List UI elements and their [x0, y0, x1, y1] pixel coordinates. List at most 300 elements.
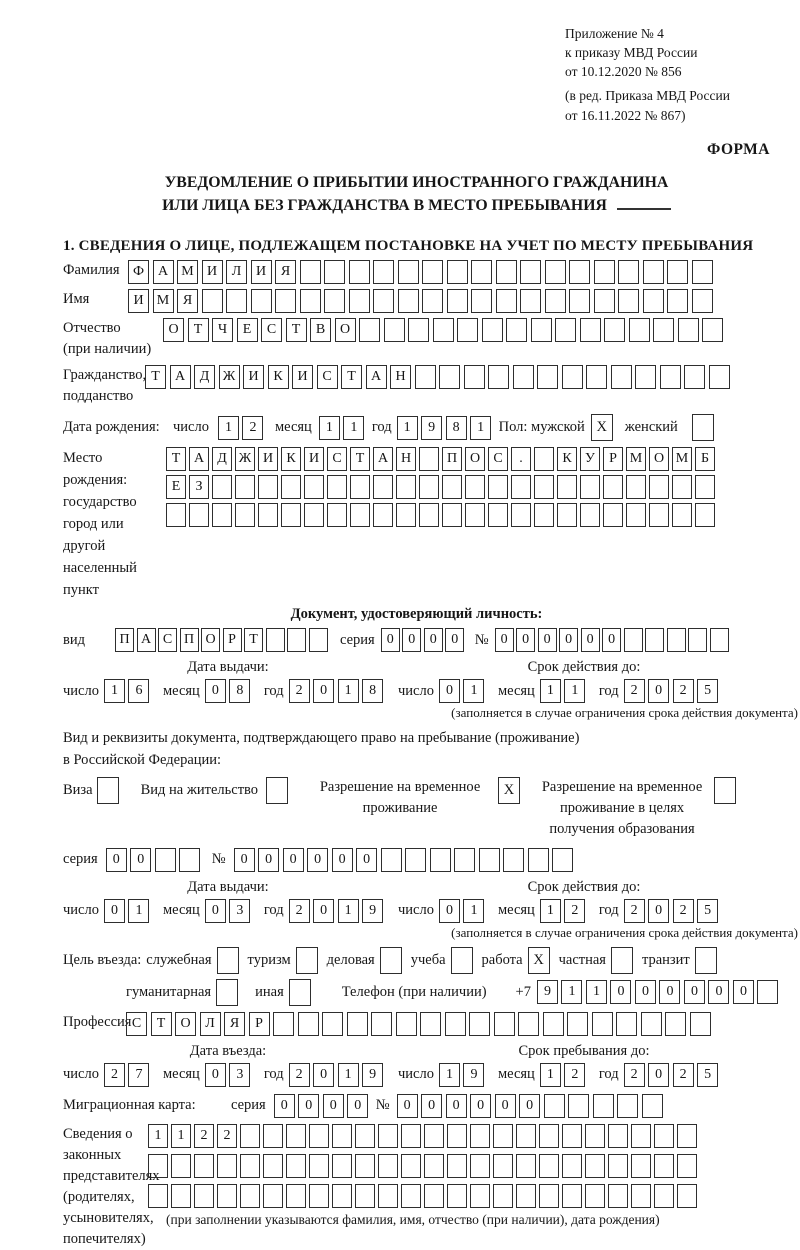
char-cell[interactable] [398, 260, 419, 284]
char-cell[interactable] [580, 475, 600, 499]
char-cell[interactable] [562, 1184, 582, 1208]
char-cell[interactable]: 0 [205, 1063, 226, 1087]
char-cell[interactable]: Д [194, 365, 215, 389]
char-cell[interactable] [469, 1012, 490, 1036]
char-cell[interactable]: Р [223, 628, 242, 652]
char-cell[interactable] [355, 1184, 375, 1208]
char-cell[interactable]: 2 [673, 1063, 694, 1087]
char-cell[interactable] [688, 628, 707, 652]
char-cell[interactable]: 3 [229, 1063, 250, 1087]
char-cell[interactable] [569, 289, 590, 313]
purpose-humanitarian-checkbox[interactable] [216, 979, 238, 1006]
char-cell[interactable] [580, 318, 601, 342]
char-cell[interactable]: Я [275, 260, 296, 284]
char-cell[interactable]: М [672, 447, 692, 471]
char-cell[interactable] [422, 289, 443, 313]
char-cell[interactable] [447, 1124, 467, 1148]
char-cell[interactable]: 0 [708, 980, 729, 1004]
char-cell[interactable] [471, 289, 492, 313]
char-cell[interactable]: 0 [234, 848, 255, 872]
char-cell[interactable] [516, 1124, 536, 1148]
char-cell[interactable] [355, 1154, 375, 1178]
char-cell[interactable]: 0 [648, 899, 669, 923]
char-cell[interactable] [171, 1154, 191, 1178]
char-cell[interactable]: 2 [673, 679, 694, 703]
char-cell[interactable]: Е [237, 318, 258, 342]
char-cell[interactable] [594, 289, 615, 313]
char-cell[interactable] [309, 1154, 329, 1178]
char-cell[interactable] [608, 1154, 628, 1178]
char-cell[interactable] [562, 365, 583, 389]
char-cell[interactable] [332, 1154, 352, 1178]
char-cell[interactable] [454, 848, 475, 872]
char-cell[interactable]: 1 [128, 899, 149, 923]
char-cell[interactable]: К [281, 447, 301, 471]
char-cell[interactable] [539, 1184, 559, 1208]
char-cell[interactable]: 0 [495, 628, 514, 652]
char-cell[interactable] [396, 503, 416, 527]
char-cell[interactable] [378, 1124, 398, 1148]
char-cell[interactable] [494, 1012, 515, 1036]
char-cell[interactable]: 0 [648, 679, 669, 703]
char-cell[interactable]: 2 [217, 1124, 237, 1148]
char-cell[interactable] [520, 260, 541, 284]
char-cell[interactable] [643, 289, 664, 313]
char-cell[interactable]: 0 [356, 848, 377, 872]
char-cell[interactable]: Т [166, 447, 186, 471]
char-cell[interactable] [709, 365, 730, 389]
char-cell[interactable]: 1 [561, 980, 582, 1004]
char-cell[interactable]: 1 [338, 899, 359, 923]
char-cell[interactable]: 2 [289, 1063, 310, 1087]
char-cell[interactable]: 0 [516, 628, 535, 652]
char-cell[interactable]: 0 [258, 848, 279, 872]
char-cell[interactable] [488, 503, 508, 527]
char-cell[interactable] [148, 1184, 168, 1208]
char-cell[interactable] [611, 365, 632, 389]
char-cell[interactable]: 1 [540, 679, 561, 703]
char-cell[interactable]: 2 [624, 679, 645, 703]
char-cell[interactable] [618, 260, 639, 284]
char-cell[interactable] [332, 1124, 352, 1148]
char-cell[interactable] [585, 1124, 605, 1148]
char-cell[interactable]: 9 [362, 899, 383, 923]
char-cell[interactable] [464, 365, 485, 389]
char-cell[interactable]: Т [350, 447, 370, 471]
char-cell[interactable] [608, 1184, 628, 1208]
char-cell[interactable] [690, 1012, 711, 1036]
char-cell[interactable] [424, 1154, 444, 1178]
char-cell[interactable]: И [258, 447, 278, 471]
char-cell[interactable] [378, 1154, 398, 1178]
char-cell[interactable]: 2 [242, 416, 263, 440]
char-cell[interactable]: К [557, 447, 577, 471]
char-cell[interactable] [235, 475, 255, 499]
char-cell[interactable] [442, 503, 462, 527]
char-cell[interactable] [217, 1154, 237, 1178]
char-cell[interactable]: 0 [581, 628, 600, 652]
char-cell[interactable] [520, 289, 541, 313]
char-cell[interactable] [419, 503, 439, 527]
char-cell[interactable] [692, 260, 713, 284]
char-cell[interactable] [263, 1124, 283, 1148]
char-cell[interactable] [479, 848, 500, 872]
char-cell[interactable]: 0 [205, 899, 226, 923]
char-cell[interactable]: С [327, 447, 347, 471]
char-cell[interactable] [545, 289, 566, 313]
char-cell[interactable]: П [115, 628, 134, 652]
char-cell[interactable]: С [261, 318, 282, 342]
char-cell[interactable] [349, 289, 370, 313]
char-cell[interactable] [166, 503, 186, 527]
char-cell[interactable] [332, 1184, 352, 1208]
char-cell[interactable] [677, 1124, 697, 1148]
char-cell[interactable] [631, 1184, 651, 1208]
char-cell[interactable]: 1 [470, 416, 491, 440]
char-cell[interactable] [482, 318, 503, 342]
char-cell[interactable] [585, 1184, 605, 1208]
char-cell[interactable] [373, 503, 393, 527]
char-cell[interactable] [422, 260, 443, 284]
char-cell[interactable] [626, 475, 646, 499]
char-cell[interactable]: 0 [313, 1063, 334, 1087]
char-cell[interactable] [672, 475, 692, 499]
char-cell[interactable]: 0 [648, 1063, 669, 1087]
char-cell[interactable]: 0 [104, 899, 125, 923]
char-cell[interactable] [401, 1184, 421, 1208]
char-cell[interactable] [604, 318, 625, 342]
char-cell[interactable] [702, 318, 723, 342]
char-cell[interactable] [212, 475, 232, 499]
char-cell[interactable] [654, 1184, 674, 1208]
male-checkbox[interactable]: X [591, 414, 613, 441]
char-cell[interactable] [631, 1154, 651, 1178]
char-cell[interactable] [569, 260, 590, 284]
char-cell[interactable]: 8 [229, 679, 250, 703]
char-cell[interactable] [654, 1124, 674, 1148]
char-cell[interactable] [643, 260, 664, 284]
char-cell[interactable] [327, 503, 347, 527]
char-cell[interactable]: 5 [697, 679, 718, 703]
char-cell[interactable] [493, 1184, 513, 1208]
char-cell[interactable] [649, 503, 669, 527]
char-cell[interactable] [506, 318, 527, 342]
char-cell[interactable] [555, 318, 576, 342]
purpose-work-checkbox[interactable]: X [528, 947, 550, 974]
char-cell[interactable] [300, 289, 321, 313]
char-cell[interactable] [384, 318, 405, 342]
char-cell[interactable]: О [649, 447, 669, 471]
char-cell[interactable]: 2 [289, 899, 310, 923]
char-cell[interactable]: Т [145, 365, 166, 389]
char-cell[interactable] [327, 475, 347, 499]
char-cell[interactable] [543, 1012, 564, 1036]
char-cell[interactable] [263, 1184, 283, 1208]
char-cell[interactable]: 0 [347, 1094, 368, 1118]
char-cell[interactable]: Д [212, 447, 232, 471]
char-cell[interactable] [148, 1154, 168, 1178]
char-cell[interactable] [445, 1012, 466, 1036]
char-cell[interactable] [396, 1012, 417, 1036]
char-cell[interactable]: 7 [128, 1063, 149, 1087]
char-cell[interactable]: 1 [540, 1063, 561, 1087]
char-cell[interactable]: 1 [171, 1124, 191, 1148]
char-cell[interactable] [653, 318, 674, 342]
char-cell[interactable]: 0 [495, 1094, 516, 1118]
char-cell[interactable] [447, 1154, 467, 1178]
char-cell[interactable]: 0 [274, 1094, 295, 1118]
char-cell[interactable]: Я [224, 1012, 245, 1036]
char-cell[interactable]: 0 [519, 1094, 540, 1118]
char-cell[interactable]: 2 [289, 679, 310, 703]
char-cell[interactable]: Е [166, 475, 186, 499]
char-cell[interactable] [251, 289, 272, 313]
char-cell[interactable] [511, 503, 531, 527]
char-cell[interactable] [757, 980, 778, 1004]
char-cell[interactable] [470, 1124, 490, 1148]
char-cell[interactable] [433, 318, 454, 342]
char-cell[interactable] [585, 1154, 605, 1178]
char-cell[interactable]: Т [286, 318, 307, 342]
char-cell[interactable]: Н [390, 365, 411, 389]
char-cell[interactable] [544, 1094, 565, 1118]
purpose-other-checkbox[interactable] [289, 979, 311, 1006]
char-cell[interactable]: 2 [104, 1063, 125, 1087]
char-cell[interactable]: 1 [338, 1063, 359, 1087]
char-cell[interactable] [665, 1012, 686, 1036]
char-cell[interactable]: А [153, 260, 174, 284]
char-cell[interactable] [194, 1184, 214, 1208]
char-cell[interactable]: Т [244, 628, 263, 652]
char-cell[interactable] [516, 1154, 536, 1178]
char-cell[interactable]: 0 [332, 848, 353, 872]
char-cell[interactable]: 1 [343, 416, 364, 440]
char-cell[interactable] [645, 628, 664, 652]
char-cell[interactable] [528, 848, 549, 872]
char-cell[interactable] [672, 503, 692, 527]
purpose-study-checkbox[interactable] [451, 947, 473, 974]
char-cell[interactable] [226, 289, 247, 313]
char-cell[interactable] [324, 289, 345, 313]
char-cell[interactable] [534, 475, 554, 499]
char-cell[interactable] [240, 1154, 260, 1178]
char-cell[interactable] [534, 447, 554, 471]
char-cell[interactable] [298, 1012, 319, 1036]
char-cell[interactable] [349, 260, 370, 284]
char-cell[interactable] [470, 1184, 490, 1208]
char-cell[interactable] [594, 260, 615, 284]
char-cell[interactable]: И [243, 365, 264, 389]
female-checkbox[interactable] [692, 414, 714, 441]
char-cell[interactable]: И [128, 289, 149, 313]
char-cell[interactable] [631, 1124, 651, 1148]
char-cell[interactable] [194, 1154, 214, 1178]
char-cell[interactable]: Я [177, 289, 198, 313]
char-cell[interactable]: Ж [235, 447, 255, 471]
char-cell[interactable] [603, 475, 623, 499]
purpose-tourism-checkbox[interactable] [296, 947, 318, 974]
char-cell[interactable] [373, 475, 393, 499]
char-cell[interactable] [496, 260, 517, 284]
visa-checkbox[interactable] [97, 777, 119, 804]
char-cell[interactable] [617, 1094, 638, 1118]
char-cell[interactable] [684, 365, 705, 389]
char-cell[interactable]: И [304, 447, 324, 471]
char-cell[interactable] [496, 289, 517, 313]
char-cell[interactable]: Р [603, 447, 623, 471]
char-cell[interactable] [624, 628, 643, 652]
char-cell[interactable]: 2 [564, 1063, 585, 1087]
char-cell[interactable] [537, 365, 558, 389]
char-cell[interactable]: 0 [439, 679, 460, 703]
char-cell[interactable] [378, 1184, 398, 1208]
char-cell[interactable] [667, 289, 688, 313]
char-cell[interactable] [695, 475, 715, 499]
char-cell[interactable]: Л [226, 260, 247, 284]
char-cell[interactable]: 2 [194, 1124, 214, 1148]
char-cell[interactable]: 0 [313, 899, 334, 923]
char-cell[interactable] [518, 1012, 539, 1036]
char-cell[interactable] [212, 503, 232, 527]
char-cell[interactable] [493, 1124, 513, 1148]
char-cell[interactable] [355, 1124, 375, 1148]
char-cell[interactable]: 2 [624, 899, 645, 923]
purpose-transit-checkbox[interactable] [695, 947, 717, 974]
char-cell[interactable] [286, 1154, 306, 1178]
char-cell[interactable]: Т [188, 318, 209, 342]
char-cell[interactable] [396, 475, 416, 499]
char-cell[interactable]: С [488, 447, 508, 471]
char-cell[interactable] [488, 475, 508, 499]
char-cell[interactable]: 0 [323, 1094, 344, 1118]
char-cell[interactable]: 0 [559, 628, 578, 652]
char-cell[interactable]: 0 [446, 1094, 467, 1118]
char-cell[interactable] [420, 1012, 441, 1036]
char-cell[interactable] [309, 1124, 329, 1148]
char-cell[interactable] [350, 503, 370, 527]
char-cell[interactable]: 8 [362, 679, 383, 703]
char-cell[interactable] [202, 289, 223, 313]
char-cell[interactable]: 0 [283, 848, 304, 872]
char-cell[interactable]: И [202, 260, 223, 284]
purpose-official-checkbox[interactable] [217, 947, 239, 974]
char-cell[interactable] [419, 447, 439, 471]
char-cell[interactable]: А [366, 365, 387, 389]
char-cell[interactable] [465, 503, 485, 527]
char-cell[interactable] [217, 1184, 237, 1208]
char-cell[interactable] [642, 1094, 663, 1118]
char-cell[interactable] [415, 365, 436, 389]
char-cell[interactable] [405, 848, 426, 872]
char-cell[interactable]: 0 [424, 628, 443, 652]
char-cell[interactable]: 0 [470, 1094, 491, 1118]
char-cell[interactable]: 0 [106, 848, 127, 872]
char-cell[interactable] [350, 475, 370, 499]
char-cell[interactable]: А [137, 628, 156, 652]
char-cell[interactable] [580, 503, 600, 527]
char-cell[interactable] [304, 503, 324, 527]
char-cell[interactable]: А [189, 447, 209, 471]
char-cell[interactable]: 9 [463, 1063, 484, 1087]
char-cell[interactable] [240, 1184, 260, 1208]
char-cell[interactable] [488, 365, 509, 389]
char-cell[interactable]: 0 [602, 628, 621, 652]
char-cell[interactable] [616, 1012, 637, 1036]
char-cell[interactable] [424, 1124, 444, 1148]
char-cell[interactable] [678, 318, 699, 342]
char-cell[interactable] [629, 318, 650, 342]
char-cell[interactable] [447, 260, 468, 284]
char-cell[interactable]: С [317, 365, 338, 389]
char-cell[interactable] [457, 318, 478, 342]
char-cell[interactable] [626, 503, 646, 527]
char-cell[interactable] [531, 318, 552, 342]
char-cell[interactable] [401, 1154, 421, 1178]
char-cell[interactable] [539, 1154, 559, 1178]
char-cell[interactable] [470, 1154, 490, 1178]
char-cell[interactable] [513, 365, 534, 389]
char-cell[interactable] [273, 1012, 294, 1036]
char-cell[interactable]: Н [396, 447, 416, 471]
char-cell[interactable] [641, 1012, 662, 1036]
char-cell[interactable] [398, 289, 419, 313]
char-cell[interactable]: О [175, 1012, 196, 1036]
char-cell[interactable]: Т [341, 365, 362, 389]
char-cell[interactable]: 0 [313, 679, 334, 703]
char-cell[interactable] [471, 260, 492, 284]
char-cell[interactable]: 0 [307, 848, 328, 872]
temp-residence-education-checkbox[interactable] [714, 777, 736, 804]
char-cell[interactable]: 0 [610, 980, 631, 1004]
purpose-private-checkbox[interactable] [611, 947, 633, 974]
char-cell[interactable]: 6 [128, 679, 149, 703]
char-cell[interactable] [286, 1124, 306, 1148]
char-cell[interactable]: Л [200, 1012, 221, 1036]
char-cell[interactable]: 5 [697, 1063, 718, 1087]
char-cell[interactable] [568, 1094, 589, 1118]
char-cell[interactable]: М [177, 260, 198, 284]
char-cell[interactable] [465, 475, 485, 499]
char-cell[interactable] [562, 1154, 582, 1178]
char-cell[interactable] [567, 1012, 588, 1036]
char-cell[interactable] [258, 503, 278, 527]
char-cell[interactable] [235, 503, 255, 527]
char-cell[interactable]: 1 [148, 1124, 168, 1148]
char-cell[interactable]: М [626, 447, 646, 471]
char-cell[interactable]: 1 [397, 416, 418, 440]
char-cell[interactable] [660, 365, 681, 389]
char-cell[interactable] [401, 1124, 421, 1148]
char-cell[interactable] [155, 848, 176, 872]
char-cell[interactable] [359, 318, 380, 342]
char-cell[interactable] [304, 475, 324, 499]
char-cell[interactable]: 0 [684, 980, 705, 1004]
char-cell[interactable] [373, 289, 394, 313]
char-cell[interactable]: 0 [381, 628, 400, 652]
char-cell[interactable]: 0 [733, 980, 754, 1004]
char-cell[interactable] [649, 475, 669, 499]
char-cell[interactable] [424, 1184, 444, 1208]
char-cell[interactable] [381, 848, 402, 872]
purpose-business-checkbox[interactable] [380, 947, 402, 974]
char-cell[interactable]: 0 [205, 679, 226, 703]
char-cell[interactable]: 3 [229, 899, 250, 923]
char-cell[interactable]: 8 [446, 416, 467, 440]
char-cell[interactable] [552, 848, 573, 872]
char-cell[interactable]: 0 [298, 1094, 319, 1118]
char-cell[interactable]: И [292, 365, 313, 389]
char-cell[interactable] [373, 260, 394, 284]
